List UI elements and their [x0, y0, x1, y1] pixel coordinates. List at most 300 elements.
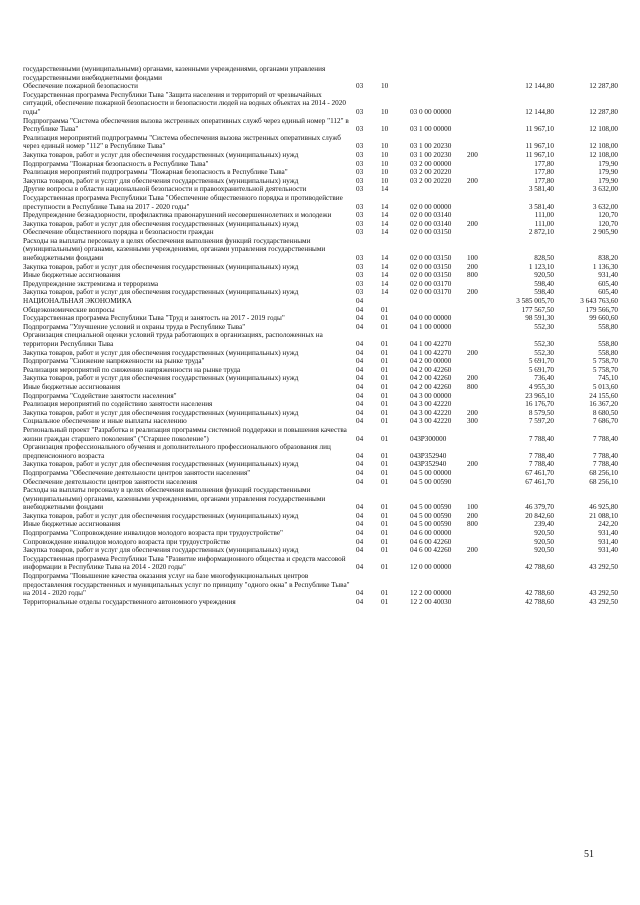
- expense-type-code: 200: [467, 348, 478, 357]
- table-row: [23, 288, 618, 297]
- amount-2019: 828,50: [534, 254, 554, 263]
- target-article-code: 043P300000: [410, 434, 447, 443]
- subsection-code: 01: [381, 460, 389, 469]
- amount-2020: 7 788,40: [592, 460, 618, 469]
- table-row: [23, 555, 618, 572]
- amount-2019: 177,80: [534, 176, 554, 185]
- amount-2019: 111,00: [534, 211, 554, 220]
- section-code: 03: [356, 219, 364, 228]
- target-article-code: 03 0 00 00000: [410, 107, 452, 116]
- section-code: 04: [356, 597, 364, 606]
- table-row: [23, 220, 618, 229]
- table-row: [23, 306, 618, 315]
- table-row: [23, 237, 618, 263]
- amount-2020: 68 256,10: [589, 477, 618, 486]
- amount-2019: 67 461,70: [525, 468, 554, 477]
- expense-type-code: 200: [467, 460, 478, 469]
- amount-2019: 4 955,30: [528, 382, 554, 391]
- section-code: 04: [356, 537, 364, 546]
- subsection-code: 10: [381, 125, 389, 134]
- target-article-code: 04 1 00 42270: [410, 348, 452, 357]
- amount-2020: 179 566,70: [585, 305, 618, 314]
- amount-2019: 42 788,60: [525, 589, 554, 598]
- section-code: 04: [356, 305, 364, 314]
- amount-2019: 7 788,40: [528, 434, 554, 443]
- subsection-code: 01: [381, 520, 389, 529]
- subsection-code: 01: [381, 563, 389, 572]
- expense-type-code: 100: [467, 503, 478, 512]
- target-article-code: 02 0 00 03170: [410, 279, 452, 288]
- row-name: Государственная программа Республики Тыва "Защита населения и территорий от чрезвычайных ситуаций, обеспечение пожарной безопасности и безопасности людей на водных объектах на 2014 - 2020 годы": [23, 90, 346, 116]
- amount-2020: 43 292,50: [589, 589, 618, 598]
- section-code: 03: [356, 159, 364, 168]
- row-name: Государственная программа Республики Тыва "Труд и занятость на 2017 - 2019 годы": [23, 314, 285, 323]
- amount-2019: 11 967,10: [525, 150, 554, 159]
- amount-2020: 21 088,10: [589, 511, 618, 520]
- section-code: 04: [356, 297, 364, 306]
- row-name: Подпрограмма "Сопровождение инвалидов молодого возраста при трудоустройстве": [23, 529, 283, 538]
- target-article-code: 03 2 00 20220: [410, 168, 452, 177]
- subsection-code: 10: [381, 150, 389, 159]
- amount-2019: 12 144,80: [525, 107, 554, 116]
- table-row: [23, 323, 618, 332]
- amount-2019: 177 567,50: [521, 305, 554, 314]
- subsection-code: 01: [381, 305, 389, 314]
- target-article-code: 04 5 00 00590: [410, 477, 452, 486]
- expense-type-code: 200: [467, 150, 478, 159]
- subsection-code: 01: [381, 417, 389, 426]
- amount-2020: 179,90: [598, 176, 618, 185]
- subsection-code: 01: [381, 348, 389, 357]
- subsection-code: 01: [381, 546, 389, 555]
- subsection-code: 10: [381, 159, 389, 168]
- row-name: Иные бюджетные ассигнования: [23, 271, 121, 280]
- subsection-code: 10: [381, 107, 389, 116]
- amount-2019: 7 788,40: [528, 451, 554, 460]
- amount-2020: 12 108,00: [589, 125, 618, 134]
- table-row: [23, 512, 618, 521]
- section-code: 04: [356, 520, 364, 529]
- table-row: [23, 366, 618, 375]
- amount-2019: 111,00: [534, 219, 554, 228]
- subsection-code: 01: [381, 408, 389, 417]
- target-article-code: 04 5 00 00590: [410, 520, 452, 529]
- subsection-code: 10: [381, 168, 389, 177]
- expense-type-code: 800: [467, 382, 478, 391]
- row-name: Обеспечение общественного порядка и безопасности граждан: [23, 228, 214, 237]
- subsection-code: 10: [381, 142, 389, 151]
- row-name: Подпрограмма "Пожарная безопасность в Республике Тыва": [23, 159, 209, 168]
- section-code: 03: [356, 176, 364, 185]
- row-name: Реализация мероприятий по содействию занятости населения: [23, 400, 213, 409]
- amount-2019: 552,30: [534, 340, 554, 348]
- table-row: [23, 460, 618, 469]
- row-name: Обеспечение пожарной безопасности: [23, 82, 139, 91]
- amount-2019: 2 872,10: [528, 228, 554, 237]
- table-row: [23, 168, 618, 177]
- table-row: [23, 443, 618, 460]
- target-article-code: 03 1 00 20230: [410, 142, 452, 151]
- table-row: [23, 409, 618, 418]
- amount-2020: 8 680,50: [592, 408, 618, 417]
- amount-2019: 552,30: [534, 322, 554, 331]
- table-row: [23, 82, 618, 91]
- section-code: 04: [356, 322, 364, 331]
- target-article-code: 04 1 00 42270: [410, 340, 452, 348]
- subsection-code: 01: [381, 503, 389, 512]
- amount-2019: 16 176,70: [525, 400, 554, 409]
- subsection-code: 01: [381, 451, 389, 460]
- expense-type-code: 200: [467, 288, 478, 297]
- amount-2020: 7 788,40: [592, 434, 618, 443]
- section-code: 04: [356, 529, 364, 538]
- expense-type-code: 800: [467, 520, 478, 529]
- target-article-code: 02 0 00 03150: [410, 228, 452, 237]
- amount-2020: 46 925,80: [589, 503, 618, 512]
- section-code: 03: [356, 185, 364, 194]
- amount-2020: 99 660,60: [589, 314, 618, 323]
- amount-2020: 931,40: [598, 529, 618, 538]
- section-code: 04: [356, 408, 364, 417]
- section-code: 03: [356, 202, 364, 211]
- amount-2020: 12 108,00: [589, 142, 618, 151]
- amount-2020: 1 136,30: [592, 262, 618, 271]
- subsection-code: 01: [381, 340, 389, 348]
- row-name: Общеэкономические вопросы: [23, 305, 115, 314]
- target-article-code: 043P352940: [410, 451, 447, 460]
- row-name: Подпрограмма "Повышение качества оказания услуг на базе многофункциональных центров предоставления государственных и муниципальных услуг по принципу "одного окна" в Республике Тыва" на 2014 - 2020 годы": [23, 572, 350, 598]
- expense-type-code: 100: [467, 254, 478, 263]
- row-name: Организация профессионального обучения и дополнительного профессионального образования лиц предпенсионного возраста: [23, 443, 331, 460]
- section-code: 04: [356, 357, 364, 366]
- table-row: [23, 134, 618, 151]
- row-name: Иные бюджетные ассигнования: [23, 382, 121, 391]
- amount-2019: 7 788,40: [528, 460, 554, 469]
- amount-2019: 42 788,60: [525, 597, 554, 606]
- subsection-code: 01: [381, 400, 389, 409]
- subsection-code: 01: [381, 511, 389, 520]
- expense-type-code: 200: [467, 546, 478, 555]
- target-article-code: 04 3 00 00000: [410, 391, 452, 400]
- row-name: Реализация мероприятий по снижению напряженности на рынке труда: [23, 365, 241, 374]
- section-code: 03: [356, 142, 364, 151]
- target-article-code: 04 2 00 42260: [410, 365, 452, 374]
- table-row: [23, 177, 618, 186]
- section-code: 03: [356, 211, 364, 220]
- table-row: [23, 271, 618, 280]
- target-article-code: 04 2 00 42260: [410, 382, 452, 391]
- amount-2019: 598,40: [534, 279, 554, 288]
- subsection-code: 01: [381, 537, 389, 546]
- section-code: 03: [356, 288, 364, 297]
- amount-2020: 12 108,00: [589, 150, 618, 159]
- subsection-code: 01: [381, 468, 389, 477]
- target-article-code: 12 0 00 00000: [410, 563, 452, 572]
- target-article-code: 04 2 00 42260: [410, 374, 452, 383]
- section-code: 04: [356, 468, 364, 477]
- subsection-code: 01: [381, 374, 389, 383]
- row-name: Подпрограмма "Система обеспечения вызова экстренных оперативных служб через единый номер "112" в Республике Тыва": [23, 116, 349, 134]
- amount-2020: 179,90: [598, 168, 618, 177]
- target-article-code: 04 3 00 42220: [410, 417, 452, 426]
- expense-type-code: 200: [467, 262, 478, 271]
- amount-2020: 16 367,20: [589, 400, 618, 409]
- target-article-code: 12 2 00 40030: [410, 597, 452, 606]
- section-code: 04: [356, 477, 364, 486]
- amount-2020: 3 643 763,60: [580, 297, 618, 306]
- row-name: Закупка товаров, работ и услуг для обеспечения государственных (муниципальных) нужд: [23, 262, 299, 271]
- row-name: Закупка товаров, работ и услуг для обеспечения государственных (муниципальных) нужд: [23, 150, 299, 159]
- amount-2019: 920,50: [534, 537, 554, 546]
- row-name: Реализация мероприятий подпрограммы "Пожарная безопасность в Республике Тыва": [23, 168, 288, 177]
- subsection-code: 14: [381, 288, 389, 297]
- budget-table: [23, 65, 618, 606]
- subsection-code: 01: [381, 589, 389, 598]
- amount-2020: 7 788,40: [592, 451, 618, 460]
- subsection-code: 01: [381, 529, 389, 538]
- table-row: [23, 374, 618, 383]
- table-row: [23, 426, 618, 443]
- target-article-code: 04 5 00 00590: [410, 503, 452, 512]
- row-name: Закупка товаров, работ и услуг для обеспечения государственных (муниципальных) нужд: [23, 546, 299, 555]
- target-article-code: 03 2 00 00000: [410, 159, 452, 168]
- target-article-code: 02 0 00 03140: [410, 219, 452, 228]
- section-code: 04: [356, 400, 364, 409]
- row-name: Территориальные отделы государственного автономного учреждения: [23, 597, 236, 606]
- row-name: Закупка товаров, работ и услуг для обеспечения государственных (муниципальных) нужд: [23, 374, 299, 383]
- amount-2019: 736,40: [534, 374, 554, 383]
- row-name: Подпрограмма "Содействие занятости населения": [23, 391, 177, 400]
- amount-2019: 920,50: [534, 546, 554, 555]
- amount-2020: 3 632,00: [592, 202, 618, 211]
- section-code: 04: [356, 348, 364, 357]
- target-article-code: 04 3 00 42220: [410, 400, 452, 409]
- table-row: [23, 520, 618, 529]
- amount-2020: 43 292,50: [589, 563, 618, 572]
- section-code: 03: [356, 271, 364, 280]
- amount-2019: 67 461,70: [525, 477, 554, 486]
- section-code: 04: [356, 503, 364, 512]
- section-code: 03: [356, 168, 364, 177]
- table-row: [23, 263, 618, 272]
- row-name: Обеспечение деятельности центров занятости населения: [23, 477, 198, 486]
- target-article-code: 02 0 00 00000: [410, 202, 452, 211]
- amount-2020: 558,80: [598, 340, 618, 348]
- page-number: 51: [584, 849, 594, 860]
- table-row: [23, 400, 618, 409]
- target-article-code: 04 6 00 42260: [410, 537, 452, 546]
- table-row: [23, 280, 618, 289]
- amount-2020: 120,70: [598, 219, 618, 228]
- section-code: 04: [356, 589, 364, 598]
- table-row: [23, 151, 618, 160]
- section-code: 04: [356, 417, 364, 426]
- row-name: Закупка товаров, работ и услуг для обеспечения государственных (муниципальных) нужд: [23, 460, 299, 469]
- amount-2020: 242,20: [598, 520, 618, 529]
- amount-2020: 3 632,00: [592, 185, 618, 194]
- target-article-code: 04 2 00 00000: [410, 357, 452, 366]
- amount-2020: 120,70: [598, 211, 618, 220]
- table-row: [23, 529, 618, 538]
- subsection-code: 14: [381, 262, 389, 271]
- row-name: НАЦИОНАЛЬНАЯ ЭКОНОМИКА: [23, 297, 132, 306]
- target-article-code: 04 6 00 00000: [410, 529, 452, 538]
- amount-2019: 3 585 005,70: [516, 297, 554, 306]
- row-name: Сопровождение инвалидов молодого возраста при трудоустройстве: [23, 537, 231, 546]
- subsection-code: 01: [381, 597, 389, 606]
- subsection-code: 14: [381, 185, 389, 194]
- row-name: государственными (муниципальными) органами, казенными учреждениями, органами управления государственными внебюджетными фондами: [23, 65, 326, 82]
- subsection-code: 01: [381, 391, 389, 400]
- section-code: 03: [356, 279, 364, 288]
- amount-2020: 5 758,70: [592, 357, 618, 366]
- subsection-code: 14: [381, 219, 389, 228]
- table-row: [23, 538, 618, 547]
- section-code: 04: [356, 434, 364, 443]
- section-code: 04: [356, 391, 364, 400]
- expense-type-code: 200: [467, 408, 478, 417]
- row-name: Предупреждение безнадзорности, профилактика правонарушений несовершеннолетних и молодежи: [23, 211, 332, 220]
- row-name: Организация специальной оценки условий труда работающих в организациях, расположенных на территории Республики Тыва: [23, 331, 323, 348]
- expense-type-code: 200: [467, 374, 478, 383]
- amount-2019: 42 788,60: [525, 563, 554, 572]
- table-row: [23, 160, 618, 169]
- target-article-code: 04 3 00 42220: [410, 408, 452, 417]
- table-row: [23, 349, 618, 358]
- amount-2019: 98 591,30: [525, 314, 554, 323]
- table-row: [23, 65, 618, 82]
- row-name: Подпрограмма "Снижение напряженности на рынке труда": [23, 357, 205, 366]
- row-name: Закупка товаров, работ и услуг для обеспечения государственных (муниципальных) нужд: [23, 348, 299, 357]
- section-code: 04: [356, 451, 364, 460]
- amount-2019: 3 581,40: [528, 185, 554, 194]
- section-code: 04: [356, 314, 364, 323]
- amount-2020: 605,40: [598, 279, 618, 288]
- table-row: [23, 194, 618, 211]
- amount-2020: 838,20: [598, 254, 618, 263]
- amount-2019: 5 691,70: [528, 357, 554, 366]
- subsection-code: 01: [381, 314, 389, 323]
- amount-2020: 2 905,90: [592, 228, 618, 237]
- amount-2020: 12 287,80: [589, 107, 618, 116]
- subsection-code: 14: [381, 228, 389, 237]
- section-code: 04: [356, 511, 364, 520]
- subsection-code: 01: [381, 365, 389, 374]
- amount-2019: 5 691,70: [528, 365, 554, 374]
- amount-2019: 1 123,10: [528, 262, 554, 271]
- section-code: 04: [356, 563, 364, 572]
- table-row: [23, 211, 618, 220]
- subsection-code: 14: [381, 202, 389, 211]
- row-name: Закупка товаров, работ и услуг для обеспечения государственных (муниципальных) нужд: [23, 511, 299, 520]
- row-name: Подпрограмма "Обеспечение деятельности центров занятости населения": [23, 468, 251, 477]
- amount-2019: 239,40: [534, 520, 554, 529]
- target-article-code: 03 1 00 20230: [410, 150, 452, 159]
- amount-2020: 5 013,60: [592, 382, 618, 391]
- table-row: [23, 486, 618, 512]
- subsection-code: 01: [381, 477, 389, 486]
- table-row: [23, 297, 618, 306]
- amount-2020: 24 155,60: [589, 391, 618, 400]
- amount-2019: 12 144,80: [525, 82, 554, 91]
- subsection-code: 14: [381, 271, 389, 280]
- subsection-code: 10: [381, 176, 389, 185]
- row-name: Государственная программа Республики Тыва "Развитие информационного общества и средств массовой информации в Республике Тыва на 2014 - 2020 годы": [23, 554, 346, 572]
- section-code: 03: [356, 125, 364, 134]
- target-article-code: 02 0 00 03150: [410, 254, 452, 263]
- table-row: [23, 383, 618, 392]
- row-name: Другие вопросы в области национальной безопасности и правоохранительной деятельности: [23, 185, 307, 194]
- table-row: [23, 598, 618, 607]
- subsection-code: 01: [381, 382, 389, 391]
- target-article-code: 03 2 00 20220: [410, 176, 452, 185]
- amount-2019: 20 842,60: [525, 511, 554, 520]
- amount-2019: 7 597,20: [528, 417, 554, 426]
- section-code: 03: [356, 107, 364, 116]
- amount-2019: 3 581,40: [528, 202, 554, 211]
- amount-2020: 558,80: [598, 348, 618, 357]
- amount-2019: 920,50: [534, 271, 554, 280]
- target-article-code: 02 0 00 03140: [410, 211, 452, 220]
- target-article-code: 12 2 00 00000: [410, 589, 452, 598]
- amount-2020: 931,40: [598, 271, 618, 280]
- section-code: 03: [356, 82, 364, 91]
- table-row: [23, 185, 618, 194]
- section-code: 04: [356, 374, 364, 383]
- amount-2019: 920,50: [534, 529, 554, 538]
- amount-2020: 43 292,50: [589, 597, 618, 606]
- row-name: Расходы на выплаты персоналу в целях обеспечения выполнения функций государственными (муниципальными) органами, казенными учреждениями, органами управления государственными внебюджетными фондами: [23, 236, 326, 263]
- row-name: Предупреждение экстремизма и терроризма: [23, 279, 159, 288]
- amount-2019: 11 967,10: [525, 125, 554, 134]
- expense-type-code: 800: [467, 271, 478, 280]
- amount-2020: 7 686,70: [592, 417, 618, 426]
- target-article-code: 04 6 00 42260: [410, 546, 452, 555]
- target-article-code: 04 5 00 00000: [410, 468, 452, 477]
- table-row: [23, 228, 618, 237]
- row-name: Социальное обеспечение и иные выплаты населению: [23, 417, 187, 426]
- row-name: Подпрограмма "Улучшение условий и охраны труда в Республике Тыва": [23, 322, 246, 331]
- row-name: Закупка товаров, работ и услуг для обеспечения государственных (муниципальных) нужд: [23, 408, 299, 417]
- subsection-code: 01: [381, 357, 389, 366]
- target-article-code: 04 1 00 00000: [410, 322, 452, 331]
- target-article-code: 043P352940: [410, 460, 447, 469]
- expense-type-code: 200: [467, 219, 478, 228]
- row-name: Государственная программа Республики Тыва "Обеспечение общественного порядка и противодействие преступности в Республике Тыва на 2017 - 2020 годы": [23, 193, 343, 211]
- table-row: [23, 117, 618, 134]
- row-name: Реализация мероприятий подпрограммы "Система обеспечения вызова экстренных оперативных служб через единый номер "112" в Республике Тыва": [23, 133, 341, 151]
- amount-2019: 552,30: [534, 348, 554, 357]
- table-row: [23, 314, 618, 323]
- section-code: 04: [356, 460, 364, 469]
- table-row: [23, 417, 618, 426]
- section-code: 04: [356, 340, 364, 348]
- target-article-code: 04 5 00 00590: [410, 511, 452, 520]
- amount-2019: 177,80: [534, 168, 554, 177]
- table-row: [23, 357, 618, 366]
- amount-2019: 598,40: [534, 288, 554, 297]
- amount-2020: 179,90: [598, 159, 618, 168]
- target-article-code: 04 0 00 00000: [410, 314, 452, 323]
- section-code: 04: [356, 382, 364, 391]
- table-row: [23, 478, 618, 487]
- section-code: 04: [356, 546, 364, 555]
- target-article-code: 02 0 00 03170: [410, 288, 452, 297]
- amount-2020: 558,80: [598, 322, 618, 331]
- amount-2020: 68 256,10: [589, 468, 618, 477]
- table-row: [23, 392, 618, 401]
- table-row: [23, 331, 618, 348]
